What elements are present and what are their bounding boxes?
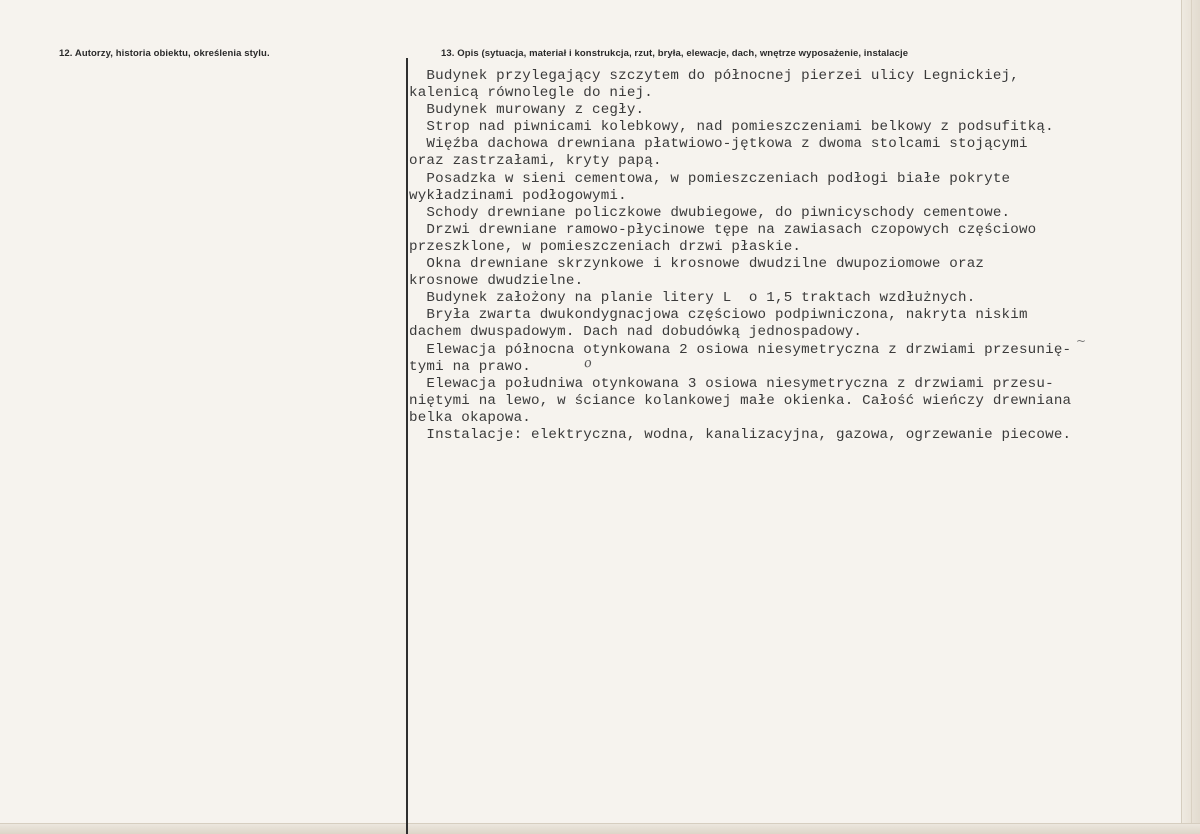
description-line: Elewacja północna otynkowana 2 osiowa niesymetryczna z drzwiami przesunię- bbox=[409, 341, 1072, 358]
description-line: wykładzinami podłogowymi. bbox=[409, 187, 627, 204]
description-line: dachem dwuspadowym. Dach nad dobudówką jednospadowy. bbox=[409, 324, 863, 341]
section-13-heading: 13. Opis (sytuacja, materiał i konstrukcja, rzut, bryła, elewacje, dach, wnętrze wyposażenie, instalacje bbox=[441, 48, 909, 59]
description-line: Instalacje: elektryczna, wodna, kanalizacyjna, gazowa, ogrzewanie piecowe. bbox=[409, 426, 1072, 443]
description-line: belka okapowa. bbox=[409, 409, 531, 426]
description-line: oraz zastrzałami, kryty papą. bbox=[409, 153, 662, 170]
description-line: Elewacja południwa otynkowana 3 osiowa niesymetryczna z drzwiami przesu- bbox=[409, 375, 1054, 392]
description-line: Więźba dachowa drewniana płatwiowo-jętkowa z dwoma stolcami stojącymi bbox=[409, 136, 1028, 153]
description-line: Posadzka w sieni cementowa, w pomieszczeniach podłogi białe pokryte bbox=[409, 170, 1011, 187]
description-line: niętymi na lewo, w ściance kolankowej małe okienka. Całość wieńczy drewniana bbox=[409, 392, 1072, 409]
description-line: Bryła zwarta dwukondygnacjowa częściowo podpiwniczona, nakryta niskim bbox=[409, 307, 1028, 324]
description-line: tymi na prawo. bbox=[409, 358, 531, 375]
description-line: Strop nad piwnicami kolebkowy, nad pomieszczeniami belkowy z podsufitką. bbox=[409, 119, 1054, 136]
description-line: Budynek założony na planie litery L o 1,5 traktach wzdłużnych. bbox=[409, 290, 976, 307]
description-line: kalenicą równolegle do niej. bbox=[409, 85, 653, 102]
handwritten-correction: o bbox=[582, 355, 594, 372]
description-line: Schody drewniane policzkowe dwubiegowe, do piwnicyschody cementowe. bbox=[409, 204, 1011, 221]
column-divider bbox=[406, 58, 408, 834]
description-line: Budynek murowany z cegły. bbox=[409, 102, 645, 119]
description-line: Okna drewniane skrzynkowe i krosnowe dwudzilne dwupoziomowe oraz bbox=[409, 256, 985, 273]
description-line: Budynek przylegający szczytem do północnej pierzei ulicy Legnickiej, bbox=[409, 68, 1019, 84]
section-13-description bbox=[409, 68, 1184, 444]
description-line: Drzwi drewniane ramowo-płycinowe tępe na zawiasach czopowych częściowo bbox=[409, 221, 1037, 238]
tilde-mark: ~ bbox=[1076, 334, 1087, 348]
section-12-heading: 12. Autorzy, historia obiektu, określenia stylu. bbox=[59, 48, 270, 59]
description-line: krosnowe dwudzielne. bbox=[409, 273, 584, 290]
description-line: przeszklone, w pomieszczeniach drzwi płaskie. bbox=[409, 238, 802, 255]
page-edge-bottom bbox=[0, 823, 1200, 834]
